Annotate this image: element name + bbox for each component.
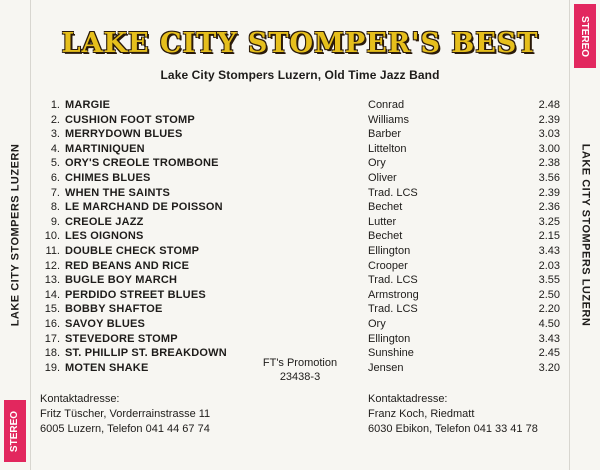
track-number: 10. [44,230,60,243]
track-title: MARGIE [65,99,111,111]
track-row [40,215,560,230]
track-title: CHIMES BLUES [65,171,151,184]
track-row [40,332,560,347]
track-number: 1. [50,99,60,111]
track-title: MARTINIQUEN [65,142,145,155]
track-list [40,98,560,375]
track-title: MERRYDOWN BLUES [65,128,183,141]
track-composer: Trad. LCS [368,303,418,316]
track-duration: 3.03 [538,128,560,141]
track-number: 19. [44,361,60,374]
track-composer: Sunshine [368,347,414,360]
track-row [40,259,560,274]
track-number: 15. [44,303,60,316]
track-number: 14. [44,288,60,301]
track-number: 13. [44,274,60,287]
track-composer: Ellington [368,244,411,257]
stereo-label: STEREO [9,410,21,452]
track-duration: 2.48 [538,99,560,111]
track-composer: Jensen [368,361,404,374]
track-row [40,200,560,215]
track-composer: Ellington [368,332,411,345]
spine-band-name: LAKE CITY STOMPERS LUZERN [9,143,22,327]
contact-city-phone: 6005 Luzern, Telefon 041 44 67 74 [40,423,210,435]
track-composer: Barber [368,128,402,141]
track-composer: Trad. LCS [368,186,418,199]
track-duration: 2.36 [538,201,560,214]
track-composer: Ory [368,317,386,330]
track-row [40,127,560,142]
track-row [40,288,560,303]
stereo-badge [574,4,596,68]
contact-city-phone: 6030 Ebikon, Telefon 041 33 41 78 [368,423,538,435]
track-title: LE MARCHAND DE POISSON [65,201,223,214]
track-title: LES OIGNONS [65,230,144,243]
track-duration: 3.20 [538,361,560,374]
right-spine [569,0,600,470]
track-duration: 2.20 [538,303,560,316]
track-duration: 3.43 [538,332,560,345]
track-composer: Ory [368,157,386,170]
track-title: BOBBY SHAFTOE [65,303,163,316]
track-row [40,171,560,186]
band-subtitle: Lake City Stompers Luzern, Old Time Jazz Band [160,68,440,82]
track-row [40,317,560,332]
track-title: CUSHION FOOT STOMP [65,113,195,126]
track-row [40,98,560,113]
track-number: 18. [44,347,60,360]
track-duration: 2.38 [538,157,560,170]
track-composer: Williams [368,113,409,126]
promotion-block [30,356,570,384]
track-duration: 3.00 [538,142,560,155]
contact-heading: Kontaktadresse: [368,393,448,405]
track-title: RED BEANS AND RICE [65,259,190,272]
track-title: SAVOY BLUES [65,317,146,330]
track-duration: 2.15 [538,230,560,243]
track-number: 9. [50,215,60,228]
track-title: PERDIDO STREET BLUES [65,288,206,301]
track-title: CREOLE JAZZ [65,215,144,228]
track-composer: Littelton [368,142,407,155]
track-number: 5. [50,157,60,170]
track-title: ORY'S CREOLE TROMBONE [65,157,219,170]
track-composer: Crooper [368,259,408,272]
track-row [40,186,560,201]
track-row [40,302,560,317]
track-number: 17. [44,332,60,345]
track-number: 6. [50,171,60,184]
track-row [40,244,560,259]
track-duration: 2.39 [538,186,560,199]
track-duration: 2.39 [538,113,560,126]
track-composer: Armstrong [368,288,419,301]
contact-block [40,392,210,437]
track-number: 12. [44,259,60,272]
track-number: 16. [44,317,60,330]
track-duration: 2.50 [538,288,560,301]
track-number: 11. [45,244,60,257]
track-duration: 2.45 [538,347,560,360]
track-title: WHEN THE SAINTS [65,186,171,199]
track-composer: Conrad [368,99,405,111]
track-duration: 3.56 [538,171,560,184]
track-composer: Trad. LCS [368,274,418,287]
track-composer: Lutter [368,215,397,228]
catalog-number: 23438-3 [279,371,321,383]
track-title: ST. PHILLIP ST. BREAKDOWN [65,347,227,360]
track-duration: 3.43 [538,244,560,257]
contact-name-address: Fritz Tüscher, Vorderrainstrasse 11 [40,408,211,420]
track-row [40,113,560,128]
track-row [40,156,560,171]
track-number: 8. [50,201,60,214]
track-duration: 3.25 [538,215,560,228]
track-row [40,229,560,244]
track-title: MOTEN SHAKE [65,361,149,374]
track-composer: Oliver [368,171,397,184]
back-cover [30,0,570,470]
album-title: LAKE CITY STOMPER'S BEST [61,28,539,59]
track-title: DOUBLE CHECK STOMP [65,244,200,257]
track-number: 7. [50,186,60,199]
stereo-badge [4,400,26,462]
track-title: STEVEDORE STOMP [65,332,178,345]
track-number: 2. [50,113,60,126]
track-number: 4. [50,142,60,155]
promotion-label: FT's Promotion [262,357,338,369]
contact-heading: Kontaktadresse: [40,393,120,405]
track-composer: Bechet [368,230,403,243]
track-row [40,273,560,288]
contact-block [368,392,538,437]
contact-name-address: Franz Koch, Riedmatt [368,408,475,420]
track-composer: Bechet [368,201,403,214]
track-number: 3. [50,128,60,141]
track-duration: 3.55 [538,274,560,287]
track-title: BUGLE BOY MARCH [65,274,178,287]
track-duration: 4.50 [538,317,560,330]
track-row [40,142,560,157]
spine-band-name: LAKE CITY STOMPERS LUZERN [579,143,592,327]
track-duration: 2.03 [538,259,560,272]
stereo-label: STEREO [579,15,591,57]
